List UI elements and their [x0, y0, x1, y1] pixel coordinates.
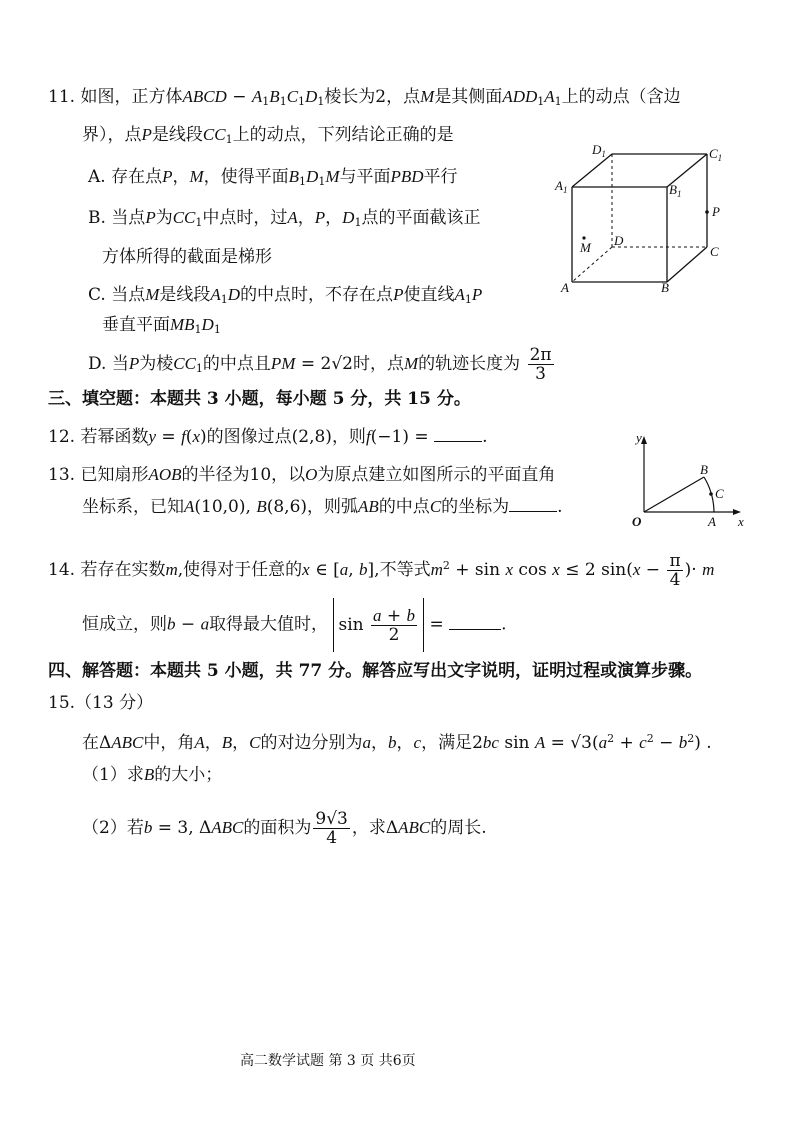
q11-option-b: B. 当点P为$CC_1$中点时，过A，P，$D_1$点的平面截该正 [88, 208, 481, 229]
q15-part1: （1）求B的大小； [82, 765, 223, 785]
page-footer: 高二数学试题 第 3 页 共6页 [240, 1053, 416, 1069]
svg-text:A: A [561, 280, 569, 294]
svg-text:D: D [614, 233, 624, 248]
q11-option-d: D. 当P为棱$CC_1$的中点且PM = 2√2时，点M的轨迹长度为 $\frac{2\pi}{3}$ [88, 345, 552, 384]
q11-line2: 界），点P是线段$CC_1$上的动点，下列结论正确的是 [82, 125, 454, 146]
svg-text:M: M [580, 240, 591, 255]
svg-text:P: P [712, 204, 720, 219]
q11-option-b-cont: 方体所得的截面是梯形 [102, 247, 272, 267]
q12-answer-blank[interactable] [434, 427, 482, 442]
q12: 12. 若幂函数y = f(x)的图像过点(2,8)，则f(−1) = . [48, 427, 488, 447]
q11-option-c-cont: 垂直平面$MB_1D_1$ [102, 315, 221, 336]
q14-line2: 恒成立，则b − a取得最大值时， sin $\frac{a + b}{2}$ = . [82, 598, 507, 652]
q15-header: 15.（13 分） [48, 693, 154, 713]
q13-line2: 坐标系，已知A(10,0), B(8,6)，则弧AB的中点C的坐标为 . [82, 497, 563, 517]
section-3-title: 三、填空题：本题共 3 小题，每小题 5 分，共 15 分。 [48, 389, 471, 409]
q13-line1: 13. 已知扇形AOB的半径为10，以O为原点建立如图所示的平面直角 [48, 465, 556, 485]
sector-figure [622, 432, 752, 528]
svg-text:A: A [708, 514, 716, 528]
q11-option-a: A. 存在点P，M，使得平面$B_1D_1M$与平面PBD平行 [88, 167, 458, 188]
svg-text:C1: $C_1$ [709, 146, 723, 163]
q15-part2: （2）若b = 3, ΔABC的面积为 $\frac{9√3}{4}$ ，求ΔABC的周长. [82, 809, 487, 848]
q11-line1: 11. 如图，正方体ABCD − $A_1B_1C_1D_1$棱长为2，点M是其侧面$ADD_1A_1$上的动点（含边 [48, 87, 681, 108]
svg-text:x: x [738, 514, 744, 528]
svg-text:B: B [661, 280, 669, 294]
svg-text:y: y [636, 432, 642, 445]
svg-text:B: B [700, 462, 708, 477]
svg-text:B1: $B_1$ [669, 182, 682, 199]
q14-line1: 14. 若存在实数m,使得对于任意的x ∈ [a, b],不等式$m^2 + \sin x$ cos x ≤ 2 sin(x − $\frac{\pi}{4}$ )· m [48, 551, 715, 590]
q15-statement: 在ΔABC中，角A，B，C的对边分别为a，b，c，满足2bc $\sin A = √3(a^2 + c^2 - b^2)$ . [82, 732, 712, 753]
cube-figure [552, 142, 732, 294]
q11-option-c: C. 当点M是线段$A_1D$的中点时，不存在点P使直线$A_1P$ [88, 285, 483, 306]
svg-text:C: C [715, 486, 724, 501]
svg-text:D1: $D_1$ [592, 142, 606, 159]
section-4-title: 四、解答题：本题共 5 小题，共 77 分。解答应写出文字说明，证明过程或演算步骤。 [48, 661, 703, 681]
svg-text:A1: $A_1$ [555, 178, 568, 195]
svg-text:O: O [632, 514, 642, 528]
svg-text:C: C [710, 244, 719, 259]
q13-answer-blank[interactable] [509, 497, 557, 512]
q14-answer-blank[interactable] [449, 615, 501, 630]
